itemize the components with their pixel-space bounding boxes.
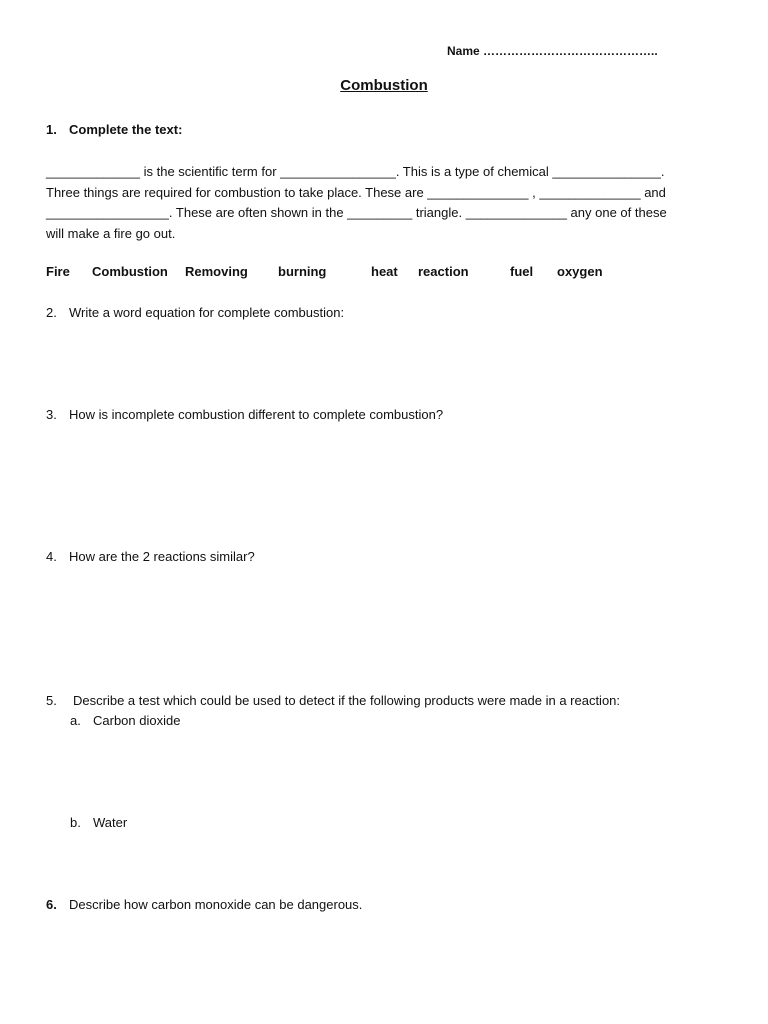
part-letter: b. bbox=[70, 815, 81, 830]
question-5 bbox=[46, 693, 620, 708]
question-6 bbox=[46, 897, 362, 912]
part-text: Water bbox=[93, 815, 128, 830]
word-bank-item: heat bbox=[371, 264, 398, 279]
question-text: Complete the text: bbox=[69, 122, 183, 137]
question-1 bbox=[46, 122, 182, 137]
paragraph-line: _________________. These are often shown in the _________ triangle. ______________ any one of these bbox=[46, 205, 667, 220]
question-2 bbox=[46, 305, 344, 320]
word-bank-item: Combustion bbox=[92, 264, 168, 279]
question-number: 5. bbox=[46, 693, 57, 708]
word-bank-item: Fire bbox=[46, 264, 70, 279]
question-number: 1. bbox=[46, 122, 57, 137]
question-text: How is incomplete combustion different to complete combustion? bbox=[69, 407, 444, 422]
question-3 bbox=[46, 407, 443, 422]
question-number: 6. bbox=[46, 897, 57, 912]
question-number: 3. bbox=[46, 407, 57, 422]
question-text: How are the 2 reactions similar? bbox=[69, 549, 255, 564]
question-number: 2. bbox=[46, 305, 57, 320]
word-bank bbox=[46, 264, 646, 284]
part-text: Carbon dioxide bbox=[93, 713, 181, 728]
paragraph-line: _____________ is the scientific term for ________________. This is a type of chemical _______________. bbox=[46, 164, 665, 179]
question-text: Describe how carbon monoxide can be dangerous. bbox=[69, 897, 363, 912]
word-bank-item: oxygen bbox=[557, 264, 603, 279]
word-bank-item: reaction bbox=[418, 264, 469, 279]
question-text: Write a word equation for complete combustion: bbox=[69, 305, 345, 320]
page-title: Combustion bbox=[340, 77, 428, 94]
question-4 bbox=[46, 549, 255, 564]
question-text: Describe a test which could be used to detect if the following products were made in a reaction: bbox=[73, 693, 621, 708]
question-number: 4. bbox=[46, 549, 57, 564]
question-5-part-a bbox=[70, 713, 180, 728]
paragraph-line: Three things are required for combustion to take place. These are ______________ , ______________ and bbox=[46, 184, 666, 200]
part-letter: a. bbox=[70, 713, 81, 728]
question-5-part-b bbox=[70, 815, 127, 830]
word-bank-item: burning bbox=[278, 264, 327, 279]
word-bank-item: fuel bbox=[510, 264, 534, 279]
name-field-label: Name …………………………………….. bbox=[447, 44, 658, 58]
paragraph-line: will make a fire go out. bbox=[46, 225, 176, 241]
word-bank-item: Removing bbox=[185, 264, 248, 279]
fill-in-paragraph bbox=[46, 162, 716, 244]
